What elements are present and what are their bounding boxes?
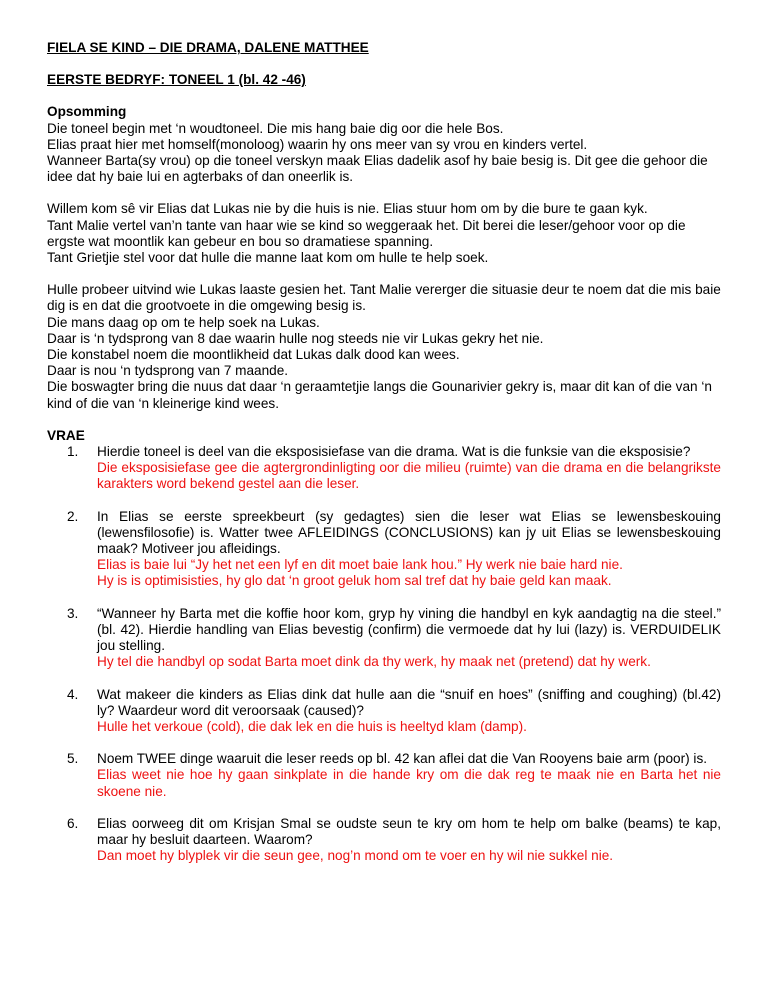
summary-paragraph [47,121,721,186]
question-number: 4. [67,686,79,702]
answer-text: Elias is baie lui “Jy het net een lyf en dit moet baie lank hou.” Hy werk nie baie hard nie. [97,557,623,573]
answer-text: Hy tel die handbyl op sodat Barta moet dink da thy werk, hy maak net (pretend) dat hy werk. [97,654,651,670]
summary-line: Elias praat hier met homself(monoloog) waarin hy ons meer van sy vrou en kinders vertel. [47,136,588,152]
question-list [47,444,721,864]
document-title: FIELA SE KIND – DIE DRAMA, DALENE MATTHEE [47,40,369,55]
question-number: 1. [67,444,79,460]
question-number: 5. [67,751,79,767]
scene-title: EERSTE BEDRYF: TONEEL 1 (bl. 42 -46) [47,72,306,88]
question-number: 2. [67,508,79,524]
question-item [47,444,721,493]
summary-heading: Opsomming [47,104,127,120]
answer-text: Hy is is optimisisties, hy glo dat ‘n groot geluk hom sal tref dat hy baie geld kan maak. [97,573,612,589]
summary-line: Hulle probeer uitvind wie Lukas laaste gesien het. Tant Malie vererger die situasie deur te noem dat die mis baie dig is en dat die grootvoete in die omgewing besig is. [47,282,721,314]
answer-text: Dan moet hy blyplek vir die seun gee, nog’n mond om te voer en hy wil nie sukkel nie. [97,848,614,864]
summary-line: Willem kom sê vir Elias dat Lukas nie by die huis is nie. Elias stuur hom om by die bure te gaan kyk. [47,201,648,217]
summary-line: Die toneel begin met ‘n woudtoneel. Die mis hang baie dig oor die hele Bos. [47,120,504,136]
question-item [47,606,721,671]
question-text: In Elias se eerste spreekbeurt (sy gedagtes) sien die leser wat Elias se lewensbeskouing (lewensfilosofie) is. Watter twee AFLEIDINGS (CONCLUSIONS) kan jy uit Elias se lewensbeskouing maak? Motiveer jou afleidings. [97,508,721,557]
summary-line: Tant Malie vertel van’n tante van haar wie se kind so weggeraak het. Dit berei die leser/gehoor voor op die ergste wat moontlik kan gebeur en bou so dramatiese spanning. [47,217,686,249]
question-text: Wat makeer die kinders as Elias dink dat hulle aan die “snuif en hoes” (sniffing and coughing) (bl.42) ly? Waardeur word dit veroorsaak (caused)? [97,686,721,718]
question-item [47,816,721,865]
answer-text: Die eksposisiefase gee die agtergrondinligting oor die milieu (ruimte) van die drama en die belangrikste karakters word bekend gestel aan die leser. [97,460,721,492]
summary-paragraph [47,201,721,266]
summary-line: Tant Grietjie stel voor dat hulle die manne laat kom om hulle te help soek. [47,250,489,266]
question-text: “Wanneer hy Barta met die koffie hoor kom, gryp hy vining die handbyl en kyk aandagtig na die steel.” (bl. 42). Hierdie handling van Elias bevestig (confirm) die vermoede dat hy lui (lazy) is. VERDUIDELIK jou stelling. [97,605,721,654]
summary-line: Die mans daag op om te help soek na Lukas. [47,314,320,330]
question-item [47,509,721,590]
question-number: 6. [67,815,79,831]
summary-line: Wanneer Barta(sy vrou) op die toneel verskyn maak Elias dadelik asof hy baie besig is. Dit gee die gehoor die idee dat hy baie lui en agterbaks of dan oneerlik is. [47,153,708,185]
summary-paragraph [47,282,721,412]
summary-line: Die konstabel noem die moontlikheid dat Lukas dalk dood kan wees. [47,347,460,363]
question-text: Hierdie toneel is deel van die eksposisiefase van die drama. Wat is die funksie van die eksposisie? [97,444,691,460]
question-text: Noem TWEE dinge waaruit die leser reeds op bl. 42 kan aflei dat die Van Rooyens baie arm (poor) is. [97,751,708,767]
answer-text: Hulle het verkoue (cold), die dak lek en die huis is heeltyd klam (damp). [97,718,527,734]
question-item [47,687,721,736]
summary-line: Die boswagter bring die nuus dat daar ‘n geraamtetjie langs die Gounarivier gekry is, maar dit kan of die van ‘n kind of die van ‘n kleinerige kind wees. [47,379,712,411]
answer-text: Elias weet nie hoe hy gaan sinkplate in die hande kry om die dak reg te maak nie en Barta het nie skoene nie. [97,767,721,799]
questions-heading: VRAE [47,427,85,443]
question-number: 3. [67,605,79,621]
question-item [47,751,721,800]
question-text: Elias oorweeg dit om Krisjan Smal se oudste seun te kry om hom te help om balke (beams) te kap, maar hy besluit daarteen. Waarom? [97,815,721,847]
summary-line: Daar is nou ‘n tydsprong van 7 maande. [47,363,289,379]
summary-line: Daar is ‘n tydsprong van 8 dae waarin hulle nog steeds nie vir Lukas gekry het nie. [47,330,544,346]
